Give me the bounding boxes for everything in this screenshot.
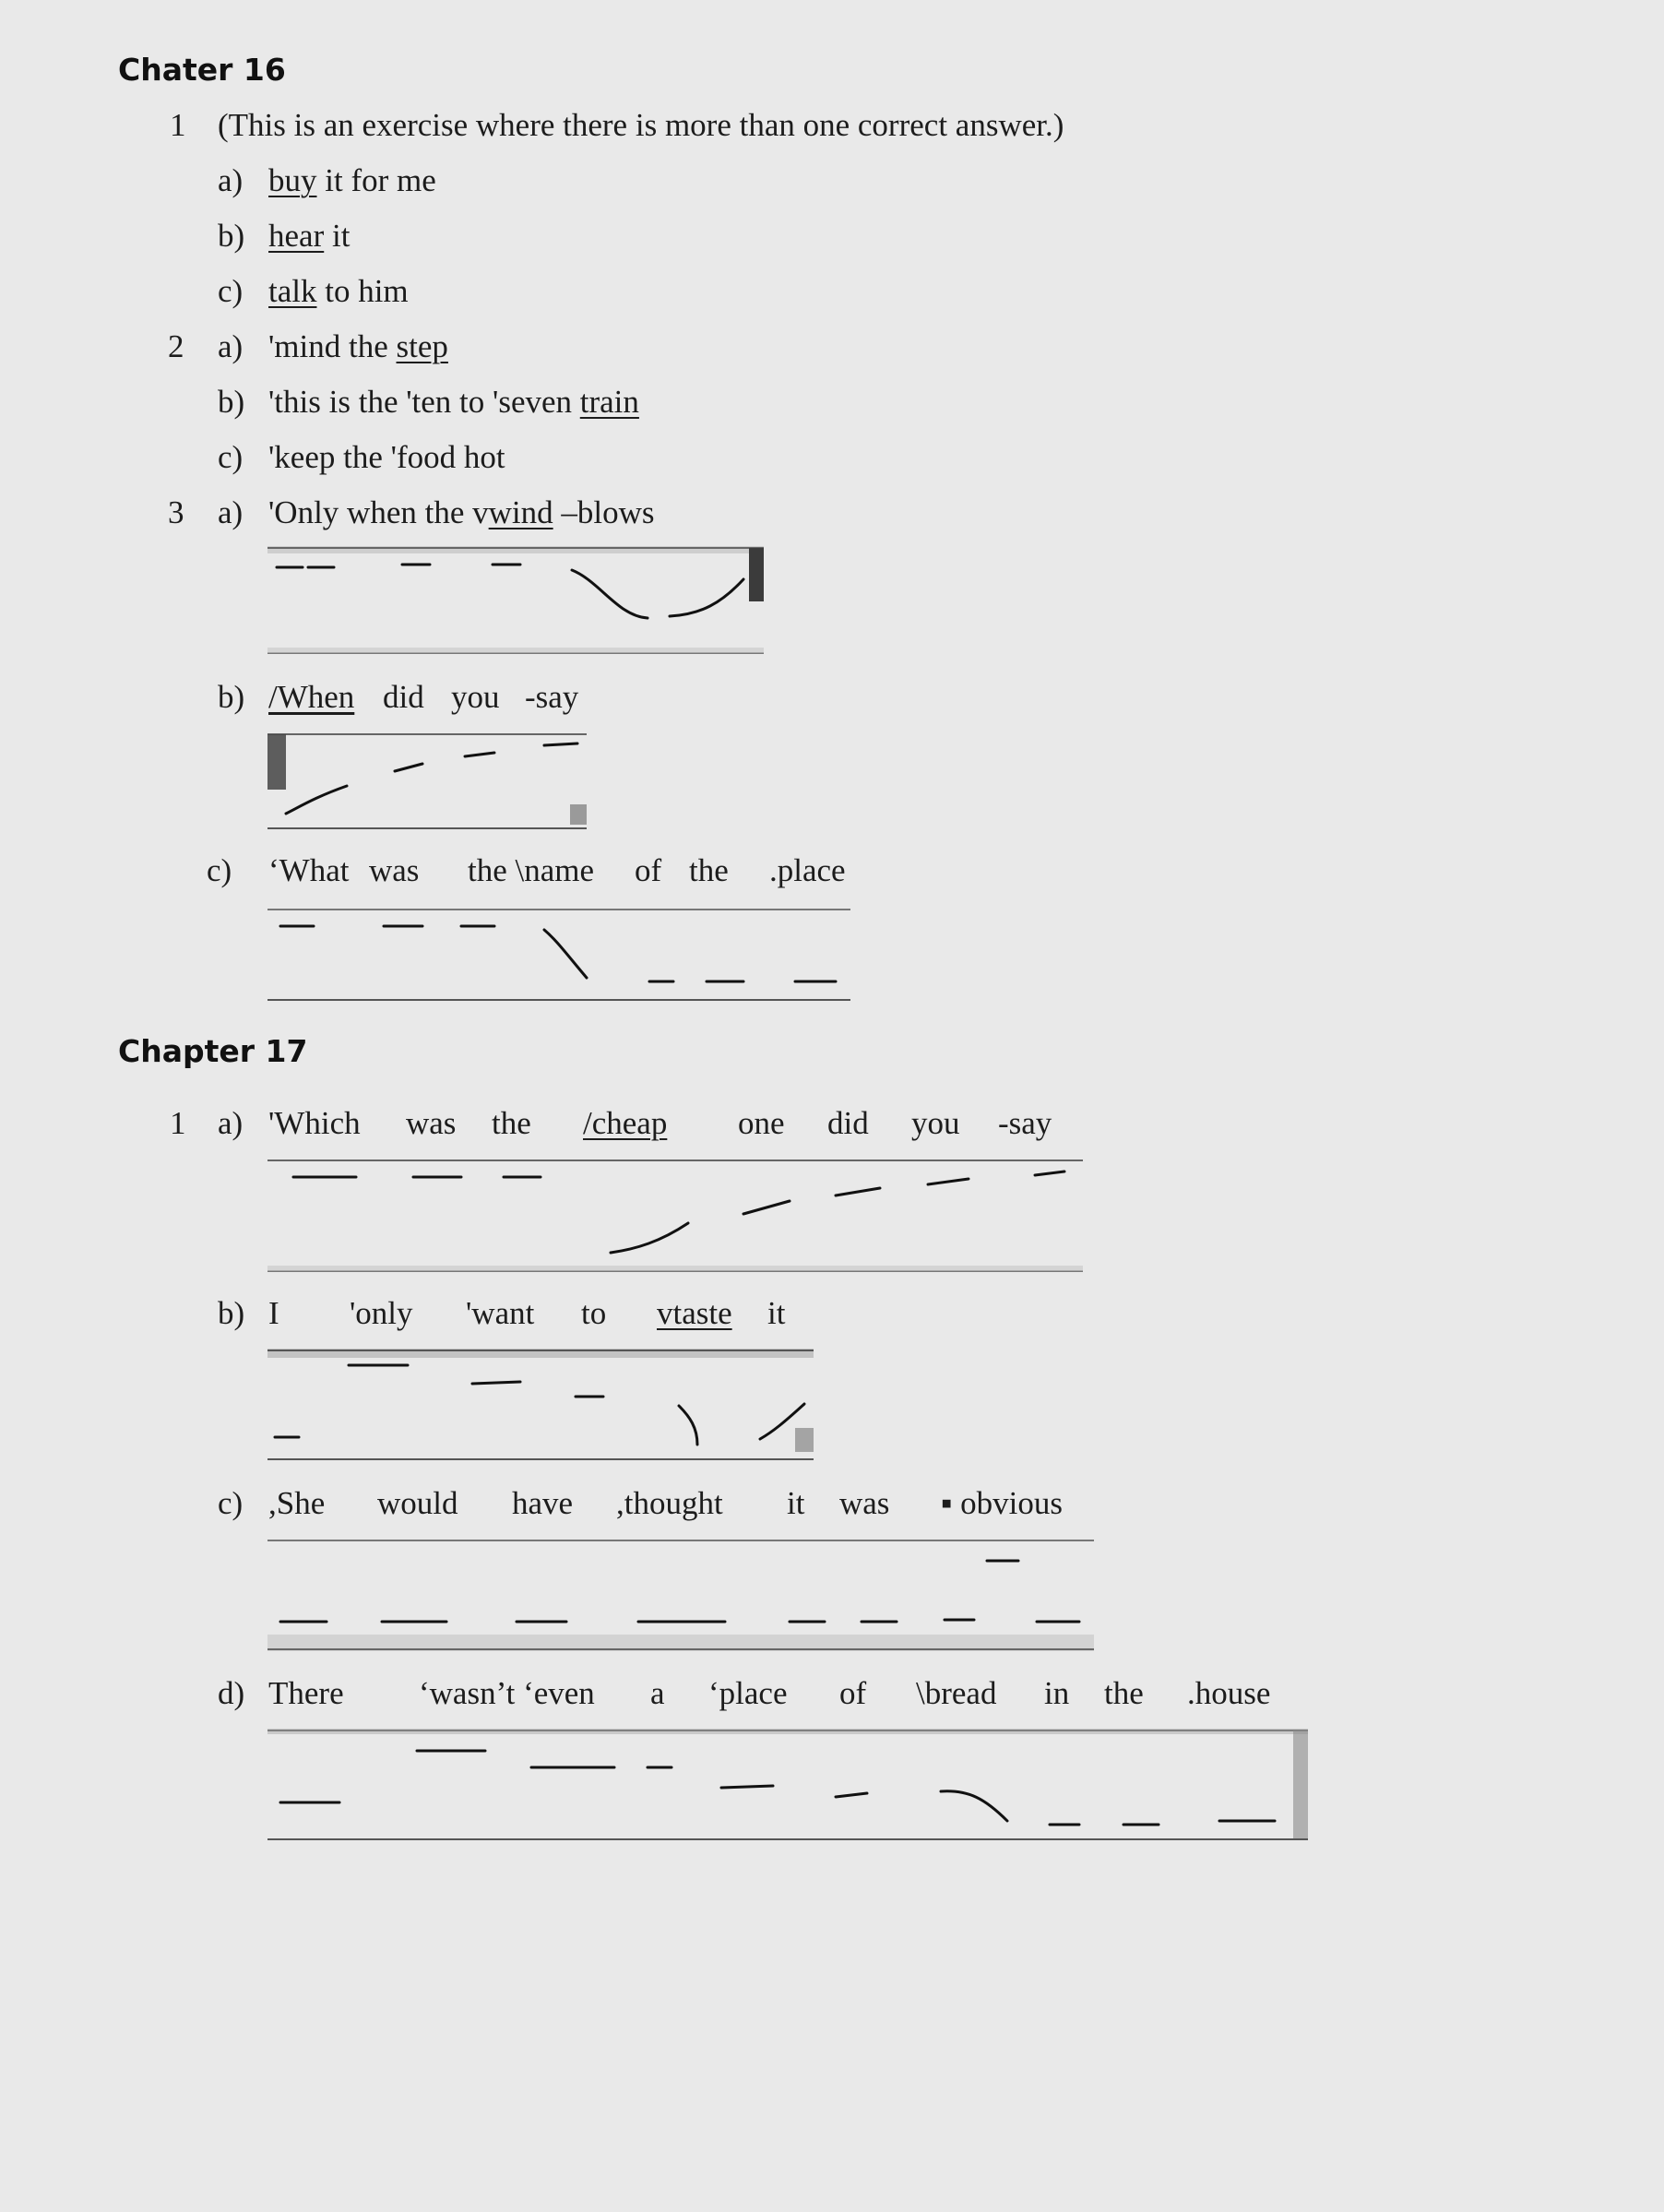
q3a-stressed: wind: [488, 494, 553, 530]
q3c-intonation-diagram: [267, 904, 858, 1005]
q3a-intonation-diagram: [267, 544, 766, 660]
q3c-label: c): [207, 852, 232, 888]
chapter-17-heading: Chapter 17: [118, 1033, 308, 1069]
q3b-intonation-diagram: [267, 729, 590, 835]
q1-instruction: (This is an exercise where there is more than one correct answer.): [218, 107, 1064, 143]
q3b-word-when: /When: [268, 679, 355, 715]
ch17-q1a-label: a): [218, 1105, 244, 1141]
ch17-q1c-word-3: have: [512, 1485, 574, 1521]
q3a-label: a): [218, 494, 244, 530]
q2b-stressed: train: [579, 384, 639, 420]
ch17-q1c-word-4: ,thought: [616, 1485, 723, 1521]
ch17-q1c-word-7: ▪ obvious: [941, 1485, 1064, 1521]
q1b-stressed: hear: [268, 218, 325, 254]
q2a-text: [268, 328, 448, 365]
q3-number: 3: [168, 494, 184, 530]
q3c-word-what: ‘What: [268, 852, 350, 888]
q1c-label: c): [218, 273, 244, 309]
ch17-q1b-label: b): [218, 1295, 245, 1331]
q2c-label: c): [218, 439, 244, 475]
q2-number: 2: [168, 328, 184, 364]
ch17-q1c-word-2: would: [377, 1485, 458, 1521]
ch17-q1c-label: c): [218, 1485, 244, 1521]
ch17-q1a-word-1: 'Which: [268, 1105, 361, 1141]
q3a-rest: –blows: [553, 494, 655, 530]
ch17-q1a-word-8: -say: [998, 1105, 1052, 1141]
ch17-q1c-word-5: it: [787, 1485, 805, 1521]
ch17-q1a-intonation-diagram: [267, 1155, 1088, 1277]
q3c-word-place: .place: [769, 852, 846, 888]
q1b-label: b): [218, 218, 245, 254]
ch17-q1d-word-5: of: [839, 1675, 867, 1711]
ch17-q1d-label: d): [218, 1675, 245, 1711]
ch17-q1d-word-3: a: [650, 1675, 665, 1711]
q3b-label: b): [218, 679, 245, 715]
q3c-word-the: the: [689, 852, 729, 888]
ch17-q1b-word-2: 'only: [350, 1295, 413, 1331]
q3c-word-of: of: [635, 852, 662, 888]
q1a-rest: it for me: [316, 162, 436, 198]
ch17-q1c-intonation-diagram: [267, 1535, 1098, 1655]
q3a-pre: 'Only when the v: [268, 494, 489, 530]
ch17-q1a-word-6: did: [827, 1105, 869, 1141]
q1a-stressed: buy: [268, 162, 317, 198]
q3c-word-the-name: the \name: [468, 852, 595, 888]
q1b-text: [268, 218, 350, 255]
q1b-rest: it: [324, 218, 351, 254]
ch17-q1a-word-5: one: [738, 1105, 785, 1141]
ch17-q1c-word-6: was: [839, 1485, 890, 1521]
q1c-rest: to him: [316, 273, 409, 309]
ch17-q1a-word-2: was: [406, 1105, 457, 1141]
q3b-word-say: -say: [525, 679, 579, 715]
ch17-q1d-word-9: .house: [1187, 1675, 1271, 1711]
q2a-label: a): [218, 328, 244, 364]
q1a-text: [268, 162, 436, 199]
q3a-text: [268, 494, 655, 531]
ch17-q1a-word-3: the: [492, 1105, 531, 1141]
q2c-text: 'keep the 'food hot: [268, 439, 505, 475]
q1c-text: [268, 273, 409, 310]
ch17-q1a-word-4: /cheap: [583, 1105, 668, 1141]
ch17-q1d-word-6: \bread: [916, 1675, 997, 1711]
ch17-q1b-word-3: 'want: [466, 1295, 535, 1331]
ch17-q1b-word-5: vtaste: [657, 1295, 732, 1331]
ch17-q1-number: 1: [170, 1105, 186, 1141]
ch17-q1d-word-2: ‘wasn’t ‘even: [419, 1675, 595, 1711]
ch17-q1b-word-1: I: [268, 1295, 279, 1331]
q3c-word-was: was: [369, 852, 420, 888]
ch17-q1d-word-1: There: [268, 1675, 344, 1711]
q2a-pre: 'mind the: [268, 328, 397, 364]
q2a-stressed: step: [396, 328, 448, 364]
ch17-q1b-word-6: it: [767, 1295, 786, 1331]
q3b-word-did: did: [383, 679, 424, 715]
q2b-text: [268, 384, 639, 421]
ch17-q1d-word-7: in: [1044, 1675, 1070, 1711]
ch17-q1c-word-1: ,She: [268, 1485, 326, 1521]
ch17-q1b-intonation-diagram: [267, 1345, 821, 1463]
q2b-label: b): [218, 384, 245, 420]
chapter-16-heading: Chater 16: [118, 52, 286, 88]
ch17-q1d-word-4: ‘place: [708, 1675, 788, 1711]
q1c-stressed: talk: [268, 273, 317, 309]
q3b-word-you: you: [451, 679, 500, 715]
ch17-q1a-word-7: you: [911, 1105, 960, 1141]
q1-number: 1: [170, 107, 186, 143]
ch17-q1d-intonation-diagram: [267, 1725, 1310, 1845]
ch17-q1d-word-8: the: [1104, 1675, 1144, 1711]
q2b-pre: 'this is the 'ten to 'seven: [268, 384, 580, 420]
q1a-label: a): [218, 162, 244, 198]
ch17-q1b-word-4: to: [581, 1295, 607, 1331]
